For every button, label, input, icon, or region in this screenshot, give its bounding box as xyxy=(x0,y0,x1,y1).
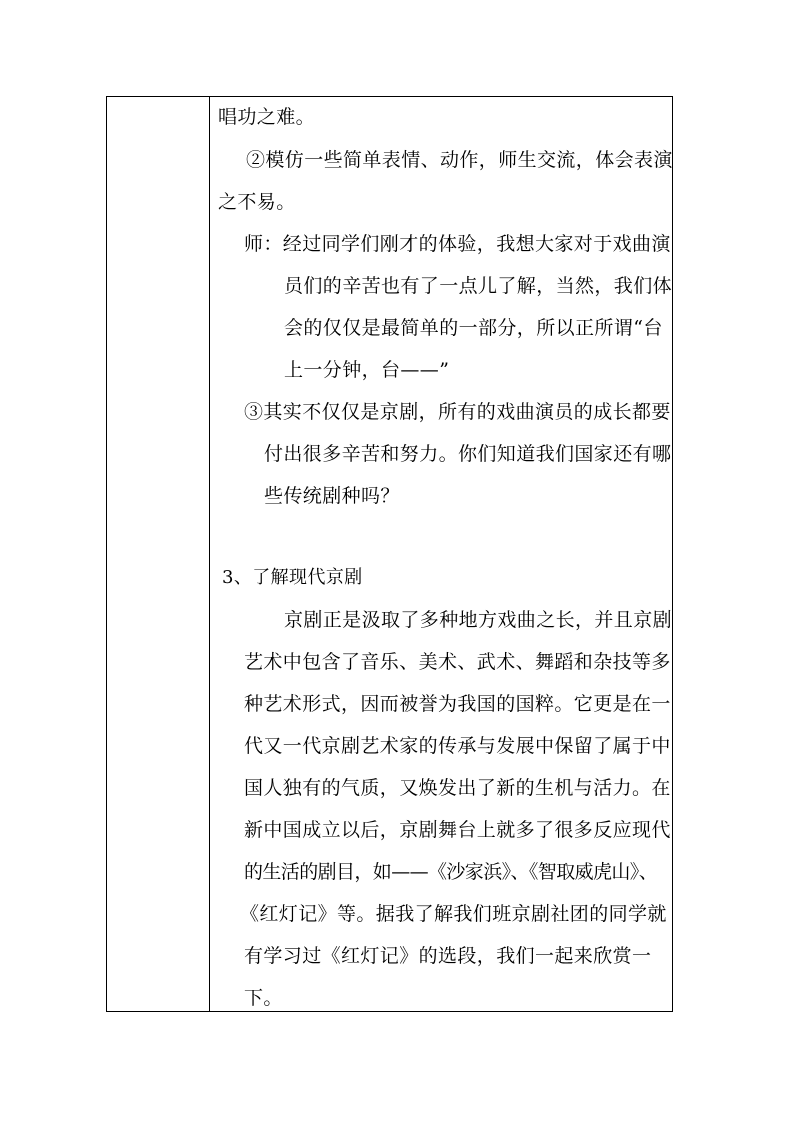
text-line-5: 员们的辛苦也有了一点儿了解，当然，我们体 xyxy=(284,275,673,297)
text-line-4: 师：经过同学们刚才的体验，我想大家对于戏曲演 xyxy=(244,233,671,255)
text-line-1: 唱功之难。 xyxy=(218,106,316,128)
text-line-2: ②模仿一些简单表情、动作，师生交流，体会表演 xyxy=(246,149,673,171)
text-line-3: 之不易。 xyxy=(218,191,296,213)
text-line-12: 京剧正是汲取了多种地方戏曲之长，并且京剧 xyxy=(284,609,673,631)
text-line-20: 有学习过《红灯记》的选段，我们一起来欣赏一 xyxy=(244,945,652,967)
text-line-14: 种艺术形式，因而被誉为我国的国粹。它更是在一 xyxy=(244,693,671,715)
text-line-13: 艺术中包含了音乐、美术、武术、舞蹈和杂技等多 xyxy=(244,651,671,673)
section-heading: 3、了解现代京剧 xyxy=(222,567,363,588)
text-line-16: 国人独有的气质，又焕发出了新的生机与活力。在 xyxy=(244,777,671,799)
text-line-15: 代又一代京剧艺术家的传承与发展中保留了属于中 xyxy=(244,735,671,757)
text-line-7: 上一分钟，台——” xyxy=(284,359,450,381)
text-line-17: 新中国成立以后，京剧舞台上就多了很多反应现代 xyxy=(244,819,671,841)
text-line-18: 的生活的剧目，如——《沙家浜》、《智取威虎山》、 xyxy=(244,861,658,883)
text-line-9: 付出很多辛苦和努力。你们知道我们国家还有哪 xyxy=(264,443,672,465)
text-line-19: 《红灯记》等。据我了解我们班京剧社团的同学就 xyxy=(240,903,667,925)
text-line-10: 些传统剧种吗？ xyxy=(264,485,400,507)
text-line-8: ③其实不仅仅是京剧，所有的戏曲演员的成长都要 xyxy=(244,401,671,423)
text-line-21: 下。 xyxy=(244,987,283,1009)
table-column-divider xyxy=(209,97,210,1011)
text-line-6: 会的仅仅是最简单的一部分，所以正所谓“台 xyxy=(284,317,663,339)
